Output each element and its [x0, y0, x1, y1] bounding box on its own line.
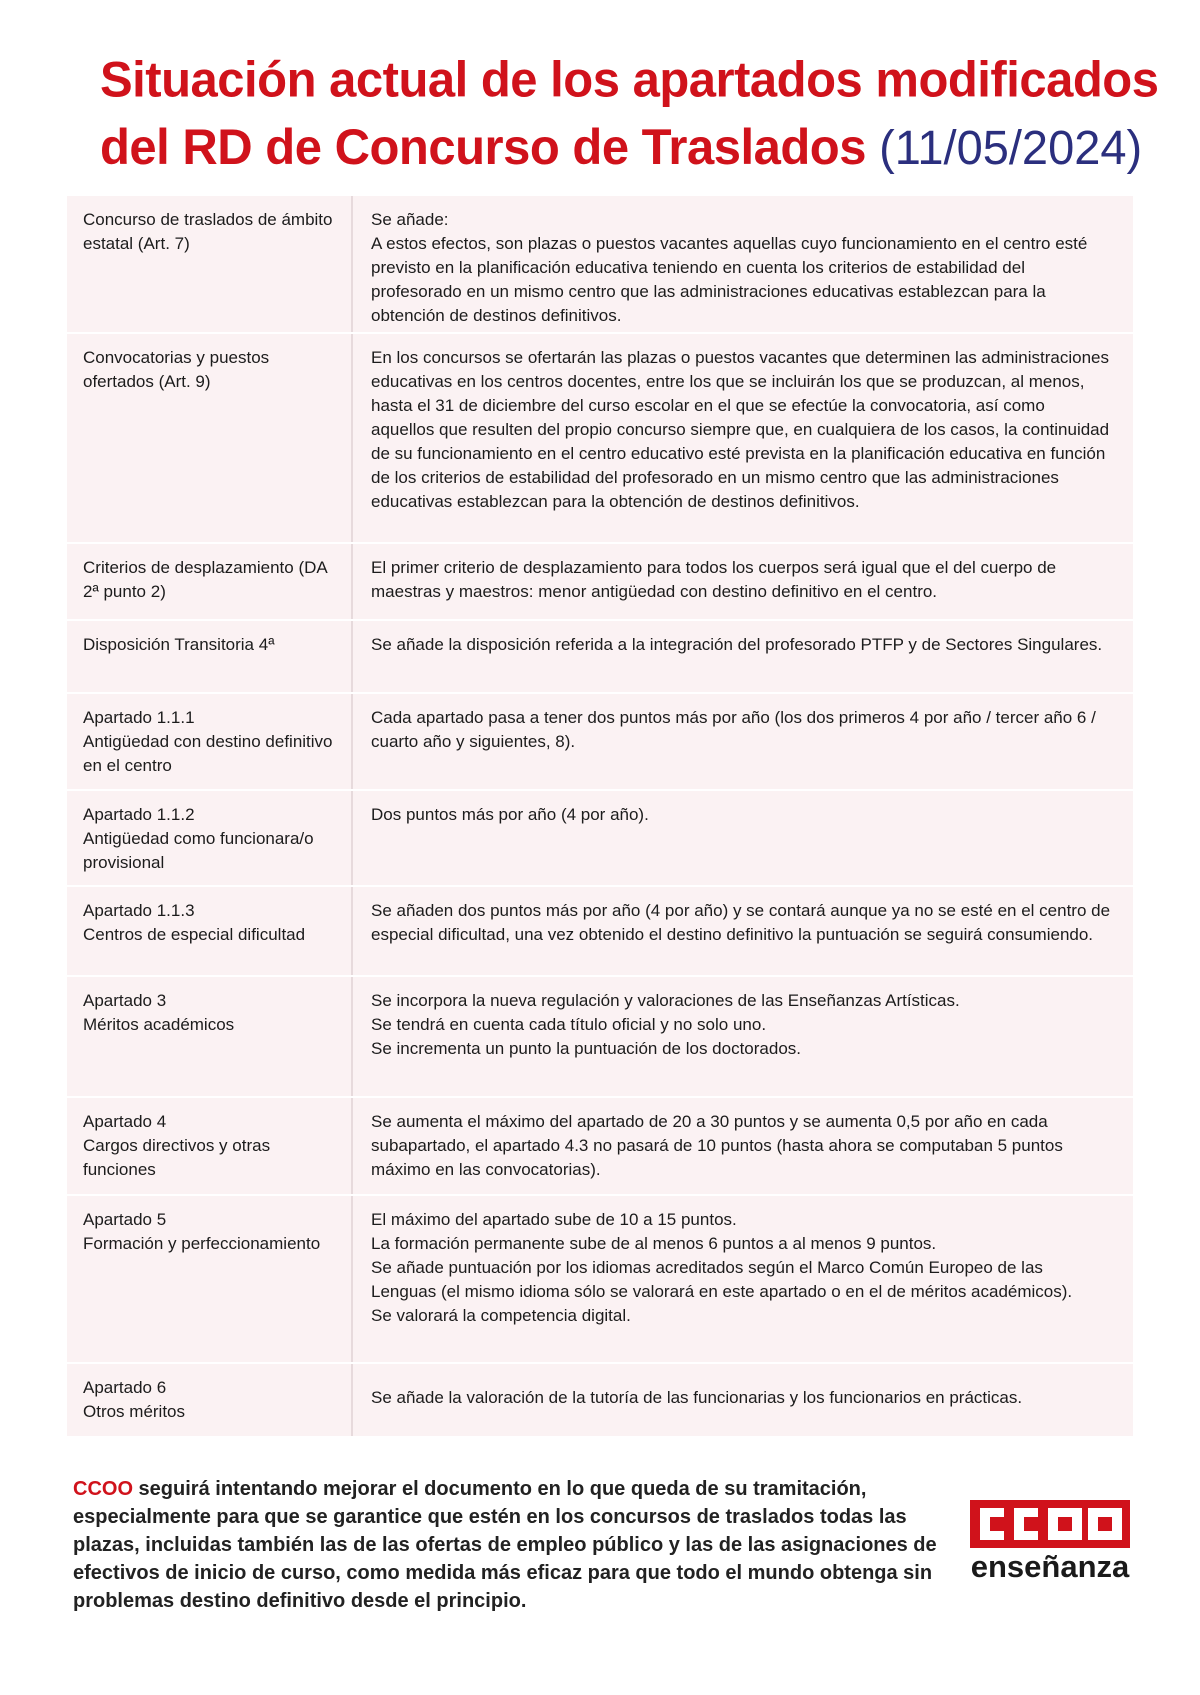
row-label: Convocatorias y puestos ofertados (Art. 9) — [83, 348, 270, 391]
ccoo-logo — [970, 1500, 1130, 1600]
table-row — [67, 886, 1133, 976]
table-row — [67, 1363, 1133, 1437]
row-content-cell — [352, 1097, 1133, 1195]
row-label-cell — [67, 620, 352, 693]
row-label-cell — [67, 790, 352, 886]
row-label: Apartado 5 Formación y perfeccionamiento — [83, 1210, 321, 1253]
row-content-cell — [352, 790, 1133, 886]
title-line-1: Situación actual de los apartados modificados — [100, 52, 1159, 108]
row-content-cell — [352, 333, 1133, 543]
footer-body: seguirá intentando mejorar el documento en lo que queda de su tramitación, especialmente para que se garantice que estén en los concursos de traslados todas las plazas, incluidas también las de las ofertas de empleo público y las de las asignaciones de efectivos de inicio de curso, como medida más eficaz para que todo el mundo obtenga sin problemas destino definitivo desde el principio. — [73, 1478, 937, 1612]
table-row — [67, 196, 1133, 333]
row-label-cell — [67, 196, 352, 333]
table-row — [67, 976, 1133, 1097]
logo-subtitle: enseñanza — [970, 1549, 1130, 1584]
row-label-cell — [67, 543, 352, 620]
row-content-cell — [352, 1363, 1133, 1437]
row-label-cell — [67, 1195, 352, 1363]
row-content: Se añaden dos puntos más por año (4 por año) y se contará aunque ya no se esté en el centro de especial dificultad, una vez obtenido el destino definitivo la puntuación se seguirá consumiendo. — [371, 901, 1111, 944]
row-label-cell — [67, 693, 352, 790]
title-line-2 — [100, 114, 1143, 181]
row-content-cell — [352, 693, 1133, 790]
row-label: Disposición Transitoria 4ª — [83, 635, 275, 654]
page-title — [100, 47, 1159, 182]
row-content-cell — [352, 886, 1133, 976]
row-content: En los concursos se ofertarán las plazas o puestos vacantes que determinen las administraciones educativas en los centros docentes, entre los que se incluirán los que se produzcan, al menos, hasta el 31 de diciembre del curso escolar en el que se efectúe la convocatoria, así como aquellos que resulten del propio concurso siempre que, en cualquiera de los casos, la continuidad de su funcionamiento en el centro educativo esté prevista en la planificación educativa en función de los criterios de estabilidad del profesorado en un mismo centro que las administraciones educativas establezcan para la obtención de destinos definitivos. — [371, 348, 1110, 511]
row-label: Apartado 1.1.2 Antigüedad como funcionara/o provisional — [83, 805, 314, 872]
table-row — [67, 1097, 1133, 1195]
footer-brand: CCOO — [73, 1478, 133, 1500]
row-label-cell — [67, 333, 352, 543]
row-label-cell — [67, 1097, 352, 1195]
footer-statement — [73, 1475, 953, 1615]
row-label: Apartado 6 Otros méritos — [83, 1378, 186, 1421]
row-content-cell — [352, 543, 1133, 620]
table-row — [67, 1195, 1133, 1363]
row-content: El máximo del apartado sube de 10 a 15 puntos. La formación permanente sube de al menos 6 puntos a al menos 9 puntos. Se añade puntuación por los idiomas acreditados según el Marco Común Europeo de las Lenguas (el mismo idioma sólo se valorará en este apartado o en el de méritos académicos). Se valorará la competencia digital. — [371, 1210, 1073, 1325]
ccoo-logo-mark — [970, 1500, 1130, 1548]
table-row — [67, 543, 1133, 620]
row-content: Cada apartado pasa a tener dos puntos más por año (los dos primeros 4 por año / tercer año 6 / cuarto año y siguientes, 8). — [371, 708, 1096, 751]
row-label: Apartado 1.1.3 Centros de especial dificultad — [83, 901, 306, 944]
table-row — [67, 693, 1133, 790]
row-content: Se incorpora la nueva regulación y valoraciones de las Enseñanzas Artísticas. Se tendrá en cuenta cada título oficial y no solo uno. Se incrementa un punto la puntuación de los doctorados. — [371, 991, 960, 1058]
table-row — [67, 790, 1133, 886]
row-content: Se añade la disposición referida a la integración del profesorado PTFP y de Sectores Singulares. — [371, 635, 1103, 654]
table-row — [67, 620, 1133, 693]
row-content: Dos puntos más por año (4 por año). — [371, 805, 649, 824]
title-date: (11/05/2024) — [879, 120, 1143, 175]
row-label-cell — [67, 976, 352, 1097]
row-label: Apartado 4 Cargos directivos y otras funciones — [83, 1112, 271, 1179]
row-label-cell — [67, 886, 352, 976]
row-content: Se añade la valoración de la tutoría de las funcionarias y los funcionarios en prácticas. — [371, 1388, 1023, 1407]
title-line-2-text: del RD de Concurso de Traslados — [100, 120, 866, 176]
row-label: Apartado 1.1.1 Antigüedad con destino definitivo en el centro — [83, 708, 333, 775]
changes-table — [67, 196, 1133, 1438]
row-label: Apartado 3 Méritos académicos — [83, 991, 235, 1034]
row-content: Se añade: A estos efectos, son plazas o puestos vacantes aquellas cuyo funcionamiento en el centro esté previsto en la planificación educativa teniendo en cuenta los criterios de estabilidad del profesorado en un mismo centro que las administraciones educativas establezcan para la obtención de destinos definitivos. — [371, 210, 1088, 325]
row-content: El primer criterio de desplazamiento para todos los cuerpos será igual que el del cuerpo de maestras y maestros: menor antigüedad con destino definitivo en el centro. — [371, 558, 1057, 601]
row-content-cell — [352, 976, 1133, 1097]
row-content-cell — [352, 620, 1133, 693]
row-label-cell — [67, 1363, 352, 1437]
row-content-cell — [352, 1195, 1133, 1363]
row-content: Se aumenta el máximo del apartado de 20 a 30 puntos y se aumenta 0,5 por año en cada subapartado, el apartado 4.3 no pasará de 10 puntos (hasta ahora se computaban 5 puntos máximo en las convocatorias). — [371, 1112, 1063, 1179]
row-label: Criterios de desplazamiento (DA 2ª punto 2) — [83, 558, 327, 601]
row-content-cell — [352, 196, 1133, 333]
row-label: Concurso de traslados de ámbito estatal (Art. 7) — [83, 210, 333, 253]
table-row — [67, 333, 1133, 543]
